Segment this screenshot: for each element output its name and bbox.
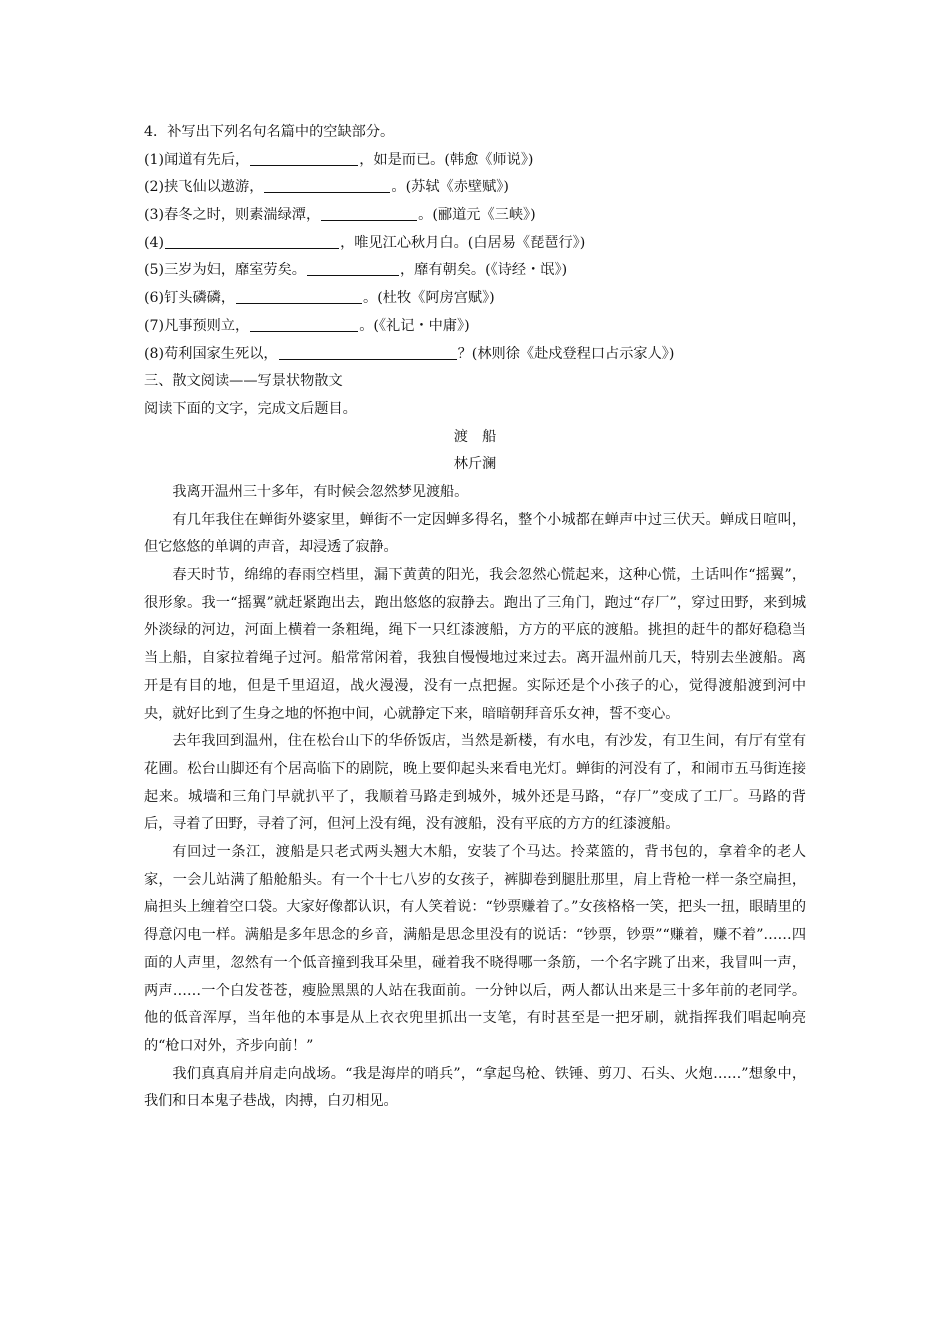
article-title: 渡 船 — [453, 428, 497, 445]
article-paragraph: 有回过一条江，渡船是只老式两头翘大木船，安装了个马达。拎菜篮的，背书包的，拿着伞的老人家，一会儿站满了船舱船头。有一个十七八岁的女孩子，裤脚卷到腿肚那里，肩上背枪一样一条空扁担，扁担头上缠着空口袋。大家好像都认识，有人笑着说：“钞票赚着了。”女孩格格一笑，把头一扭，眼睛里的得意闪电一样。满船是多年思念的乡音，满船是思念里没有的说话：“钞票，钞票”“赚着，赚不着”……四面的人声里，忽然有一个低音撞到我耳朵里，碰着我不晓得哪一条筋，一个名字跳了出来，我冒叫一声，两声……一个白发苍苍，瘦脸黑黑的人站在我面前。一分钟以后，两人都认出来是三十多年前的老同学。他的低音浑厚，当年他的本事是从上衣衣兜里抓出一支笔，有时甚至是一把牙刷，就指挥我们唱起响亮的“枪口对外，齐步向前！” — [144, 844, 806, 1054]
fill-item-post: ，靡有朝矣。(《诗经・氓》) — [399, 262, 568, 279]
fill-item-pre: (8)苟利国家生死以， — [144, 345, 278, 362]
article-paragraph: 我离开温州三十多年，有时候会忽然梦见渡船。 — [172, 483, 469, 500]
fill-item-post: 。(苏轼《赤壁赋》) — [391, 179, 509, 196]
fill-item-pre: (4) — [144, 234, 165, 251]
fill-item-3 — [144, 202, 806, 230]
answer-blank[interactable] — [165, 232, 339, 249]
article-paragraph: 我们真真肩并肩走向战场。“我是海岸的哨兵”，“拿起鸟枪、铁锤、剪刀、石头、火炮……”想象中，我们和日本鬼子巷战，肉搏，白刃相见。 — [144, 1065, 806, 1110]
answer-blank[interactable] — [264, 176, 390, 193]
answer-blank[interactable] — [279, 343, 457, 360]
fill-item-6 — [144, 285, 806, 313]
fill-item-pre: (5)三岁为妇，靡室劳矣。 — [144, 262, 306, 279]
article-paragraph: 有几年我住在蝉街外婆家里，蝉街不一定因蝉多得名，整个小城都在蝉声中过三伏天。蝉成日喧叫，但它悠悠的单调的声音，却浸透了寂静。 — [144, 511, 806, 556]
fill-item-pre: (1)闻道有先后， — [144, 151, 250, 168]
fill-item-2 — [144, 174, 806, 202]
fill-item-4 — [144, 230, 806, 258]
article-paragraph: 去年我回到温州，住在松台山下的华侨饭店，当然是新楼，有水电，有沙发，有卫生间，有厅有堂有花圃。松台山脚还有个居高临下的剧院，晚上要仰起头来看电光灯。蝉街的河没有了，和闹市五马街连接起来。城墙和三角门早就扒平了，我顺着马路走到城外，城外还是马路，“存厂”变成了工厂。马路的背后，寻着了田野，寻着了河，但河上没有绳，没有渡船，没有平底的方方的红漆渡船。 — [144, 733, 806, 833]
answer-blank[interactable] — [321, 204, 417, 221]
fill-item-post: 。(杜牧《阿房宫赋》) — [363, 290, 495, 307]
fill-item-5 — [144, 257, 806, 285]
fill-item-pre: (2)挟飞仙以遨游， — [144, 179, 264, 196]
fill-item-1 — [144, 147, 806, 175]
article-paragraph: 春天时节，绵绵的春雨空档里，漏下黄黄的阳光，我会忽然心慌起来，这种心慌，土话叫作“摇翼”，很形象。我一“摇翼”就赶紧跑出去，跑出悠悠的寂静去。跑出了三角门，跑过“存厂”，穿过田野，来到城外淡绿的河边，河面上横着一条粗绳，绳下一只红漆渡船，方方的平底的渡船。挑担的赶牛的都好稳稳当当上船，自家拉着绳子过河。船常常闲着，我独自慢慢地过来过去。离开温州前几天，特别去坐渡船。离开是有目的地，但是千里迢迢，战火漫漫，没有一点把握。实际还是个小孩子的心，觉得渡船渡到河中央，就好比到了生身之地的怀抱中间，心就静定下来，暗暗朝拜音乐女神，誓不变心。 — [144, 567, 806, 722]
fill-item-7 — [144, 313, 806, 341]
section4-heading: 4．补写出下列名句名篇中的空缺部分。 — [144, 124, 395, 140]
fill-item-pre: (7)凡事预则立， — [144, 317, 250, 334]
fill-item-8 — [144, 341, 806, 369]
document-page — [144, 119, 806, 1116]
answer-blank[interactable] — [250, 315, 358, 332]
fill-item-post: ，如是而已。(韩愈《师说》) — [359, 151, 534, 168]
section3-heading: 三、散文阅读——写景状物散文 — [144, 373, 343, 390]
answer-blank[interactable] — [307, 259, 399, 276]
fill-item-post: 。(《礼记・中庸》) — [359, 317, 470, 334]
fill-item-post: ？(林则徐《赴戍登程口占示家人》) — [457, 345, 675, 362]
answer-blank[interactable] — [250, 149, 358, 166]
fill-item-pre: (6)钉头磷磷， — [144, 290, 236, 307]
reading-instruction: 阅读下面的文字，完成文后题目。 — [144, 400, 357, 417]
fill-item-pre: (3)春冬之时，则素湍绿潭， — [144, 207, 321, 224]
article-author: 林斤澜 — [453, 456, 497, 473]
answer-blank[interactable] — [236, 287, 362, 304]
fill-item-post: ，唯见江心秋月白。(白居易《琵琶行》) — [340, 234, 586, 251]
fill-item-post: 。(郦道元《三峡》) — [418, 207, 536, 224]
